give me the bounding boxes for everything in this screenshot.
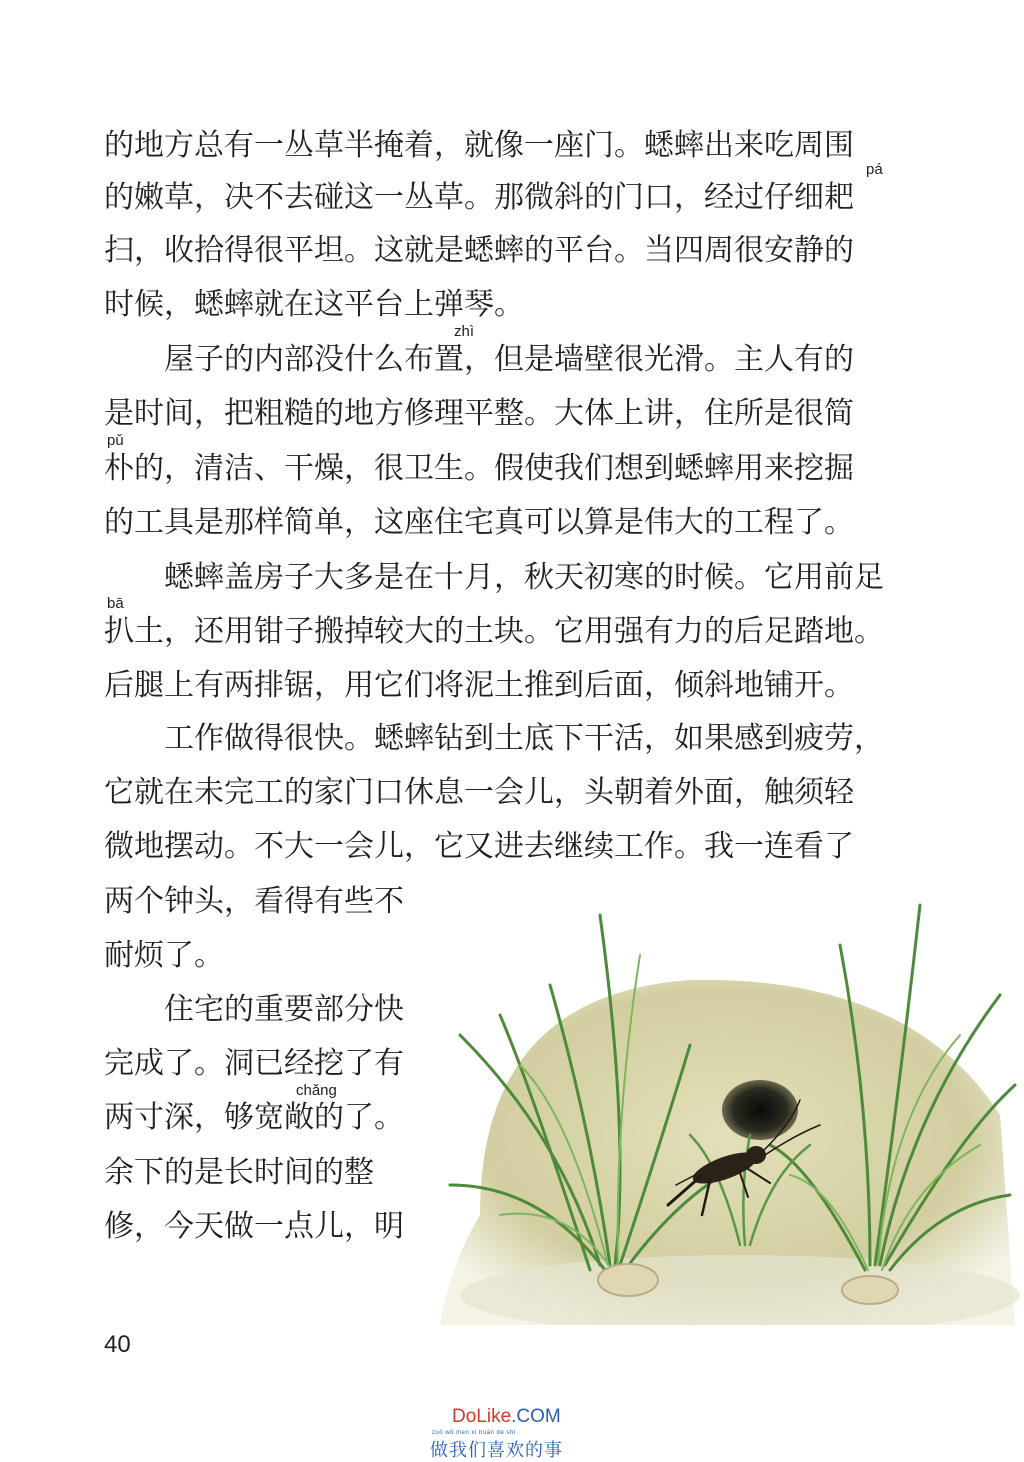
- cricket-burrow-illustration: [440, 885, 1020, 1325]
- footer-slogan: 做我们喜欢的事: [430, 1440, 563, 1461]
- text-line: 工作做得很快。蟋蟀钻到土底下干活，如果感到疲劳，: [104, 721, 884, 756]
- text-line: 微地摆动。不大一会儿，它又进去继续工作。我一连看了: [104, 829, 854, 864]
- text-line: 扒土，还用钳子搬掉较大的土块。它用强有力的后足踏地。: [104, 614, 884, 649]
- footer-brand[interactable]: [452, 1406, 561, 1428]
- pinyin-zhi: zhì: [454, 323, 475, 340]
- brand-name: DoLike: [452, 1406, 512, 1427]
- text-line: 的工具是那样简单，这座住宅真可以算是伟大的工程了。: [104, 505, 854, 540]
- text-line: 后腿上有两排锯，用它们将泥土推到后面，倾斜地铺开。: [104, 668, 854, 703]
- stone-icon: [842, 1276, 898, 1304]
- page-number: 40: [104, 1331, 131, 1358]
- pinyin-chang: chǎng: [296, 1082, 337, 1099]
- text-line: 它就在未完工的家门口休息一会儿，头朝着外面，触须轻: [104, 775, 854, 810]
- text-line: 扫，收拾得很平坦。这就是蟋蟀的平台。当四周很安静的: [104, 233, 854, 268]
- text-line: 朴的，清洁、干燥，很卫生。假使我们想到蟋蟀用来挖掘: [104, 451, 854, 486]
- text-line: 的地方总有一丛草半掩着，就像一座门。蟋蟀出来吃周围: [104, 128, 854, 163]
- text-line: 完成了。洞已经挖了有: [104, 1046, 404, 1081]
- pinyin-pa: pá: [866, 161, 883, 178]
- text-line: 蟋蟀盖房子大多是在十月，秋天初寒的时候。它用前足: [104, 560, 884, 595]
- text-line: 余下的是长时间的整: [104, 1155, 374, 1190]
- text-line: 住宅的重要部分快: [104, 992, 404, 1027]
- brand-domain: .COM: [511, 1406, 561, 1427]
- text-line: 耐烦了。: [104, 938, 224, 973]
- pinyin-ba: bā: [107, 595, 124, 612]
- text-line: 两寸深，够宽敞的了。: [104, 1100, 404, 1135]
- burrow-hole-icon: [722, 1080, 798, 1140]
- footer-pinyin: zuò wǒ men xǐ huān de shì: [432, 1430, 516, 1436]
- text-line: 是时间，把粗糙的地方修理平整。大体上讲，住所是很简: [104, 396, 854, 431]
- text-line: 两个钟头，看得有些不: [104, 884, 404, 919]
- text-line: 屋子的内部没什么布置，但是墙壁很光滑。主人有的: [104, 342, 854, 377]
- text-line: 修，今天做一点儿，明: [104, 1209, 404, 1244]
- pinyin-pu: pǔ: [107, 432, 124, 449]
- stone-icon: [598, 1264, 658, 1296]
- text-line: 的嫩草，决不去碰这一丛草。那微斜的门口，经过仔细耙: [104, 180, 854, 215]
- text-line: 时候，蟋蟀就在这平台上弹琴。: [104, 287, 524, 322]
